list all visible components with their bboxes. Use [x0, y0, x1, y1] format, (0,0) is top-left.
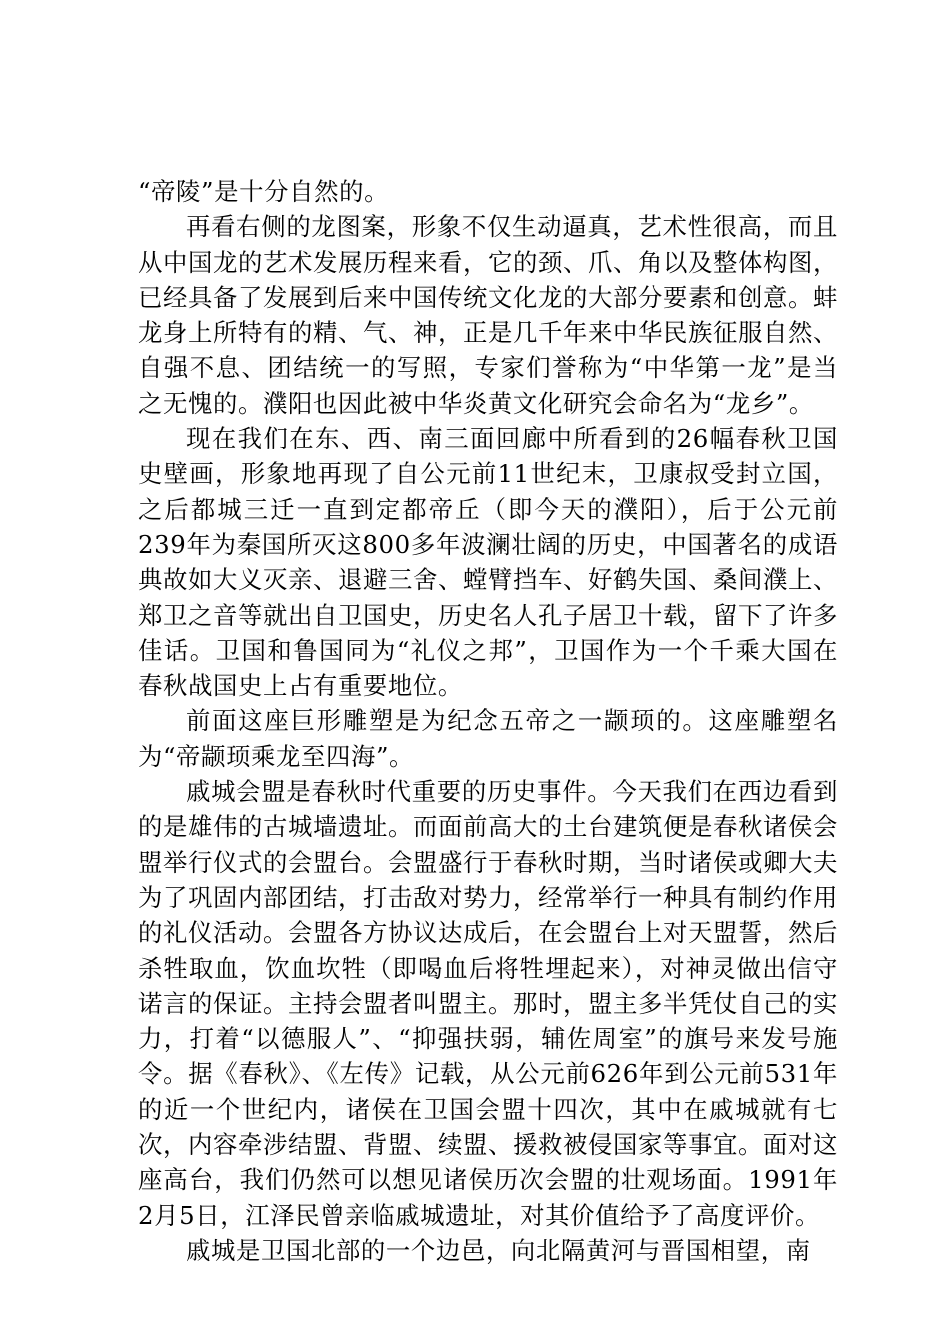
- paragraph-zhuanxu-sculpture: 前面这座巨形雕塑是为纪念五帝之一颛顼的。这座雕塑名为“帝颛顼乘龙至四海”。: [138, 706, 838, 771]
- paragraph-qicheng-border: 戚城是卫国北部的一个边邑，向北隔黄河与晋国相望，南: [186, 1235, 811, 1265]
- paragraph-dragon-pattern: 再看右侧的龙图案，形象不仅生动逼真，艺术性很高，而且从中国龙的艺术发展历程来看，它的颈、爪、角以及整体构图，已经具备了发展到后来中国传统文化龙的大部分要素和创意。蚌龙身上所特有的精、气、神，正是几千年来中华民族征服自然、自强不息、团结统一的写照，专家们誉称为“中华第一龙”是当之无愧的。濮阳也因此被中华炎黄文化研究会命名为“龙乡”。: [138, 212, 838, 418]
- paragraph-qicheng-alliance: 戚城会盟是春秋时代重要的历史事件。今天我们在西边看到的是雄伟的古城墙遗址。而面前高大的土台建筑便是春秋诸侯会盟举行仪式的会盟台。会盟盛行于春秋时期，当时诸侯或卿大夫为了巩固内部团结，打击敌对势力，经常举行一种具有制约作用的礼仪活动。会盟各方协议达成后，在会盟台上对天盟誓，然后杀牲取血，饮血坎牲（即喝血后将牲埋起来），对神灵做出信守诺言的保证。主持会盟者叫盟主。那时，盟主多半凭仗自己的实力，打着“以德服人”、“抑强扶弱，辅佐周室”的旗号来发号施令。据《春秋》、《左传》记载，从公元前626年到公元前531年的近一个世纪内，诸侯在卫国会盟十四次，其中在戚城就有七次，内容牵涉结盟、背盟、续盟、援救被侵国家等事宜。面对这座高台，我们仍然可以想见诸侯历次会盟的壮观场面。1991年2月5日，江泽民曾亲临戚城遗址，对其价值给予了高度评价。: [138, 777, 838, 1230]
- paragraph-continuation: “帝陵”是十分自然的。: [138, 177, 390, 206]
- document-body: [138, 174, 838, 1268]
- paragraph-wei-history-murals: 现在我们在东、西、南三面回廊中所看到的26幅春秋卫国史壁画，形象地再现了自公元前11世纪末，卫康叔受封立国，之后都城三迁一直到定都帝丘（即今天的濮阳），后于公元前239年为秦国所灭这800多年波澜壮阔的历史，中国著名的成语典故如大义灭亲、退避三舍、螳臂挡车、好鹤失国、桑间濮上、郑卫之音等就出自卫国史，历史名人孔子居卫十载，留下了许多佳话。卫国和鲁国同为“礼仪之邦”，卫国作为一个千乘大国在春秋战国史上占有重要地位。: [138, 424, 838, 701]
